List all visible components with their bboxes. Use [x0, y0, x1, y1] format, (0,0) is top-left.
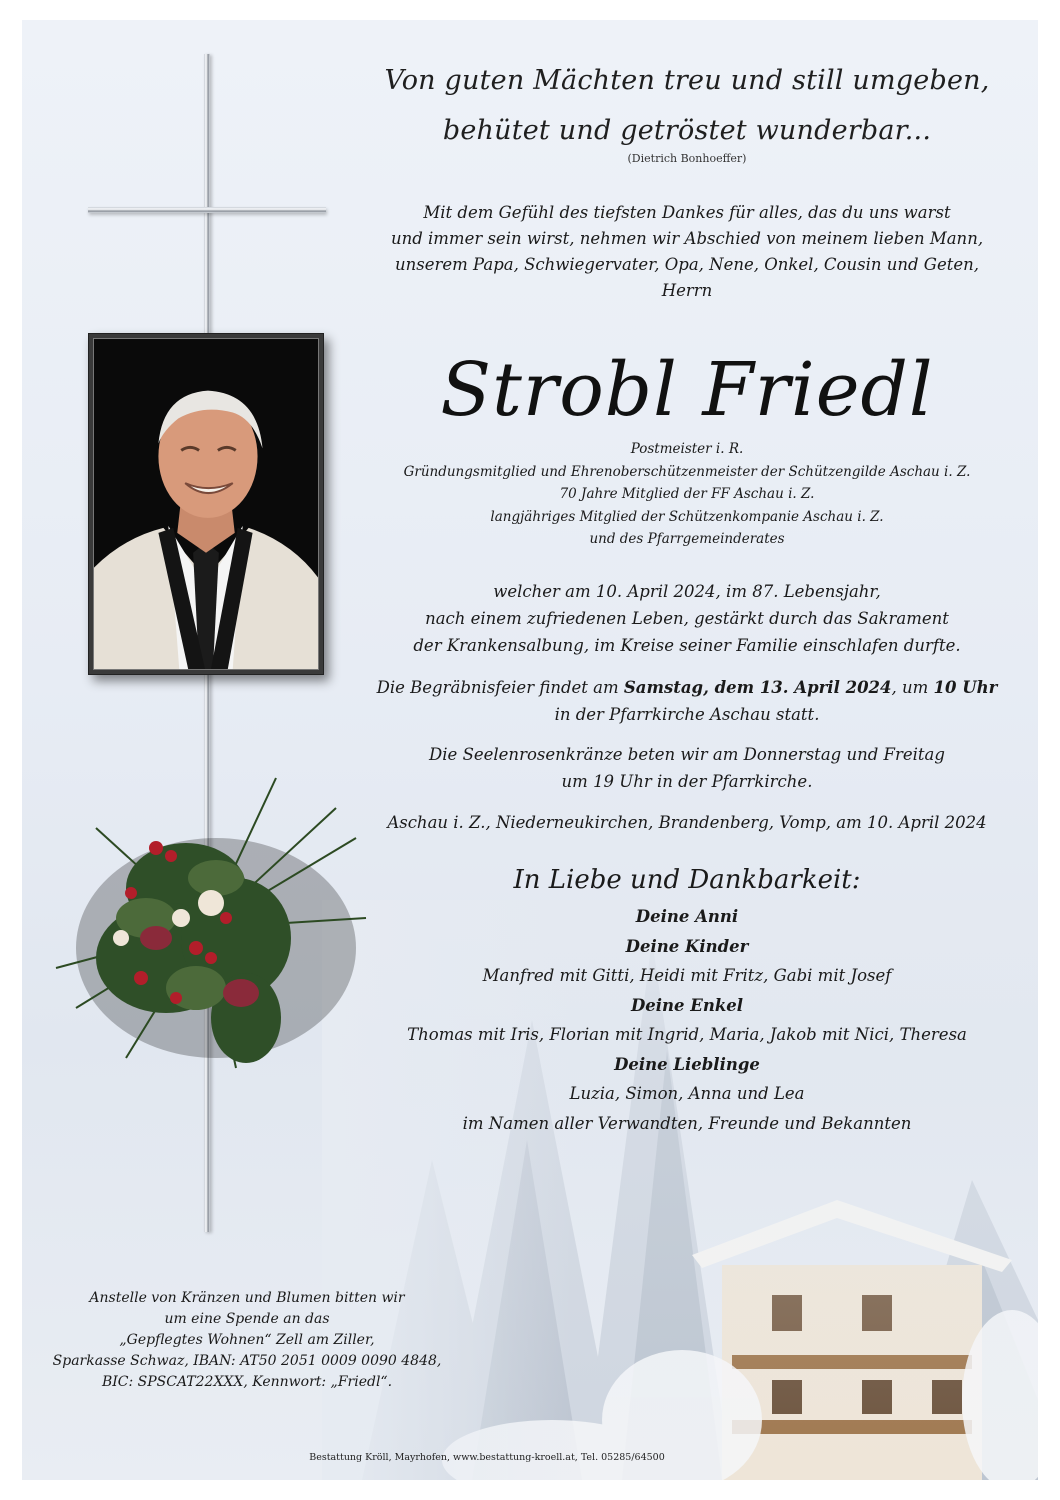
- grandchildren-names: Thomas mit Iris, Florian mit Ingrid, Maria, Jakob mit Nici, Theresa: [407, 1025, 967, 1044]
- title-line: und des Pfarrgemeinderates: [589, 531, 785, 547]
- favorites-names: Luzia, Simon, Anna und Lea: [569, 1084, 805, 1103]
- funeral-time: 10 Uhr: [933, 678, 998, 697]
- deceased-name: Strobl Friedl: [440, 347, 934, 433]
- death-line-3: der Krankensalbung, im Kreise seiner Familie einschlafen durfte.: [413, 636, 961, 655]
- funeral-prefix: Die Begräbnisfeier findet am: [376, 678, 624, 697]
- portrait-image: [94, 339, 318, 669]
- family-list: [372, 902, 1002, 1138]
- funeral-date: Samstag, dem 13. April 2024: [623, 678, 892, 697]
- relatives-line: im Namen aller Verwandten, Freunde und Bekannten: [462, 1113, 912, 1133]
- children-names: Manfred mit Gitti, Heidi mit Fritz, Gabi mit Josef: [482, 966, 892, 985]
- donation-line-1: Anstelle von Kränzen und Blumen bitten wir: [89, 1290, 405, 1306]
- obituary-sheet: [22, 20, 1038, 1480]
- intro-line-1: Mit dem Gefühl des tiefsten Dankes für alles, das du uns warst: [423, 203, 951, 222]
- funeral-line-2: in der Pfarrkirche Aschau statt.: [554, 705, 820, 724]
- farewell-intro: [372, 200, 1002, 304]
- wife-name: Deine Anni: [635, 907, 739, 926]
- children-heading: Deine Kinder: [625, 936, 749, 956]
- title-line: 70 Jahre Mitglied der FF Aschau i. Z.: [559, 486, 815, 502]
- funeral-home-footer: Bestattung Kröll, Mayrhofen, www.bestattung-kroell.at, Tel. 05285/64500: [309, 1452, 665, 1463]
- bonhoeffer-quote: [372, 56, 1002, 156]
- farewell-heading: In Liebe und Dankbarkeit:: [513, 865, 861, 895]
- quote-line-1: Von guten Mächten treu und still umgeben,: [384, 65, 990, 96]
- portrait-photo-frame: [88, 333, 324, 675]
- title-line: langjähriges Mitglied der Schützenkompanie Aschau i. Z.: [490, 508, 884, 525]
- donation-line-3: „Gepflegtes Wohnen“ Zell am Ziller,: [119, 1332, 375, 1348]
- funeral-line-1: [372, 674, 1002, 701]
- place-and-date: Aschau i. Z., Niederneukirchen, Brandenberg, Vomp, am 10. April 2024: [387, 813, 987, 832]
- donation-line-5: BIC: SPSCAT22XXX, Kennwort: „Friedl“.: [101, 1374, 393, 1390]
- funeral-info: [372, 674, 1002, 728]
- title-line: Gründungsmitglied und Ehrenoberschützenmeister der Schützengilde Aschau i. Z.: [403, 463, 971, 480]
- cross-bar: [88, 207, 326, 213]
- favorites-heading: Deine Lieblinge: [614, 1054, 760, 1074]
- funeral-mid: , um: [891, 678, 934, 697]
- rosary-line-1: Die Seelenrosenkränze beten wir am Donnerstag und Freitag: [429, 745, 945, 764]
- rosary-line-2: um 19 Uhr in der Pfarrkirche.: [561, 772, 813, 791]
- donation-request: [42, 1288, 452, 1393]
- death-line-2: nach einem zufriedenen Leben, gestärkt durch das Sakrament: [425, 609, 949, 628]
- flower-bouquet-icon: [36, 768, 376, 1078]
- death-notice: [372, 578, 1002, 659]
- quote-line-2: behütet und getröstet wunderbar...: [442, 115, 932, 146]
- intro-line-4: Herrn: [661, 281, 713, 300]
- death-line-1: welcher am 10. April 2024, im 87. Lebensjahr,: [493, 582, 881, 601]
- intro-line-2: und immer sein wirst, nehmen wir Abschied von meinem lieben Mann,: [390, 229, 984, 248]
- donation-line-2: um eine Spende an das: [164, 1311, 330, 1327]
- donation-line-4: Sparkasse Schwaz, IBAN: AT50 2051 0009 0090 4848,: [52, 1353, 442, 1369]
- intro-line-3: unserem Papa, Schwiegervater, Opa, Nene, Onkel, Cousin und Geten,: [394, 255, 980, 274]
- rosary-info: [372, 741, 1002, 795]
- quote-author: (Dietrich Bonhoeffer): [627, 152, 747, 165]
- grandchildren-heading: Deine Enkel: [630, 995, 744, 1015]
- portrait-photo: [93, 338, 319, 670]
- title-line: Postmeister i. R.: [630, 441, 744, 457]
- honorary-titles: [372, 438, 1002, 551]
